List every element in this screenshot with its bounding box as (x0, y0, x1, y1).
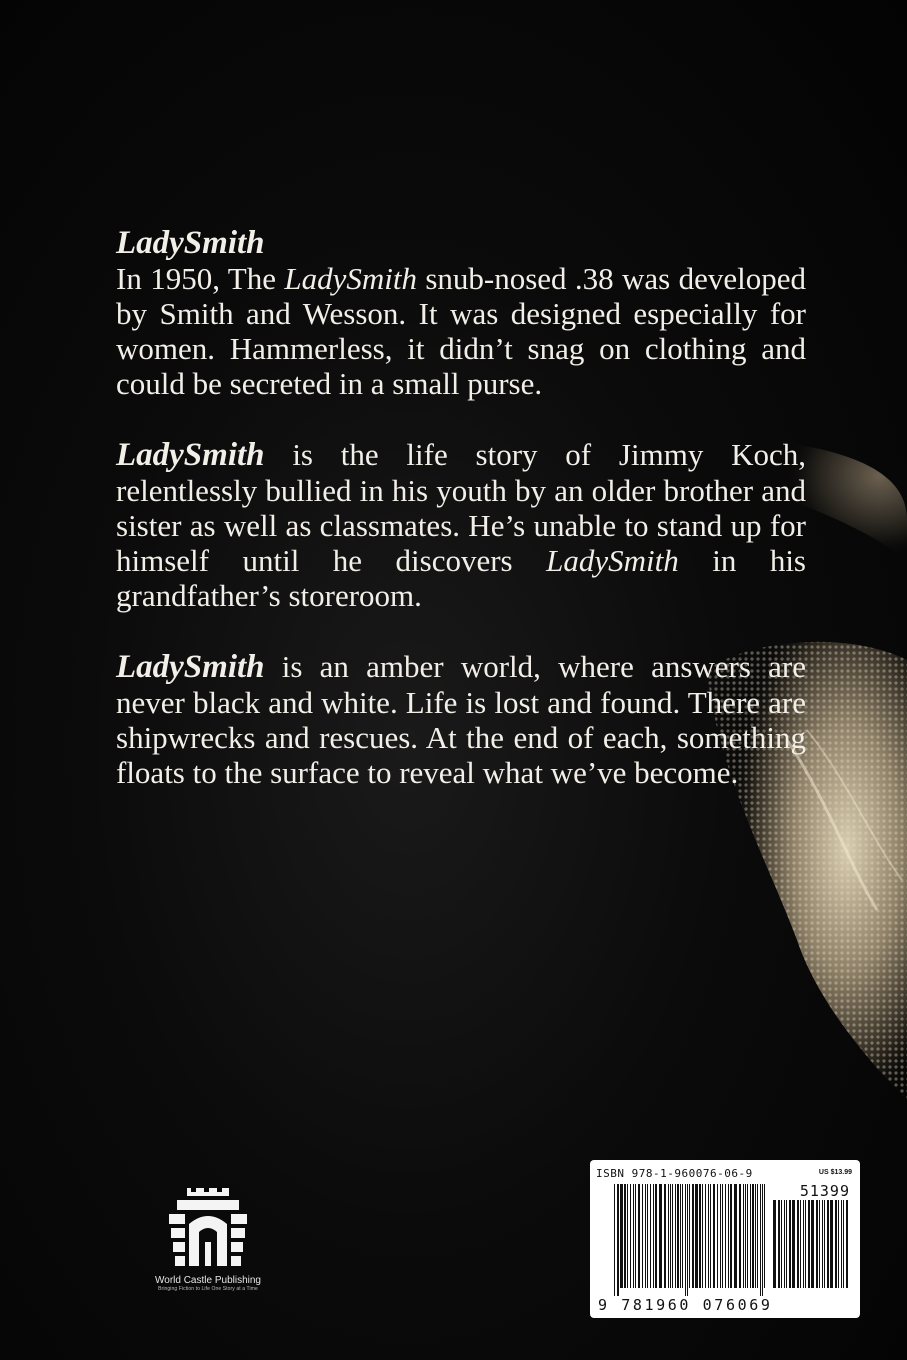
barcode-bar (789, 1200, 791, 1288)
barcode-bar (702, 1184, 703, 1288)
theme-body: is an amber world, where answers are never black and white. Life is lost and found. There are shipwrecks and rescues. At the end of each, something floats to the surface to reveal what we’ve become. (116, 649, 806, 790)
barcode-bar (743, 1184, 744, 1288)
history-title: LadySmith (284, 261, 417, 296)
barcode-bar (808, 1200, 810, 1288)
story-title: LadySmith (546, 543, 679, 578)
barcode-bar (786, 1200, 787, 1288)
barcode-bar (722, 1184, 723, 1288)
paragraph-story (116, 437, 806, 613)
barcode-bar (841, 1200, 842, 1288)
addon-barcode-bars (773, 1200, 853, 1296)
barcode-bar (647, 1184, 648, 1288)
barcode-bar (764, 1184, 765, 1288)
barcode-bar (739, 1184, 741, 1288)
barcode-bar (830, 1200, 833, 1288)
barcode-bar (620, 1184, 623, 1288)
ean-digits: 9 781960 076069 (598, 1296, 773, 1314)
barcode-bar (762, 1184, 763, 1296)
barcode-bar (699, 1184, 701, 1288)
barcode-bar (792, 1200, 795, 1288)
barcode-bar (800, 1200, 801, 1288)
barcode-bar (725, 1184, 726, 1288)
barcode-bar (685, 1184, 686, 1296)
book-title: LadySmith (116, 225, 265, 261)
barcode-bar (670, 1184, 671, 1288)
barcode-bar (745, 1184, 746, 1288)
barcode-bar (635, 1184, 636, 1288)
barcode-bar (650, 1184, 651, 1288)
barcode-bar (827, 1200, 829, 1288)
barcode-bar (728, 1184, 729, 1288)
barcode-bar (655, 1184, 657, 1288)
barcode-bar (675, 1184, 676, 1288)
barcode-bar (633, 1184, 634, 1288)
barcode-bar (757, 1184, 758, 1288)
barcode-bar (824, 1200, 825, 1288)
publisher-logo (138, 1188, 278, 1292)
theme-lead: LadySmith (116, 649, 265, 685)
barcode-bar (692, 1184, 694, 1288)
barcode-bar (819, 1200, 820, 1288)
barcode-bar (720, 1184, 721, 1288)
barcode-bar (843, 1200, 844, 1288)
barcode-bar (846, 1200, 848, 1288)
story-body: is the life story of Jimmy Koch, relentlessly bullied in his youth by an older brother and sister as well as classmates. He’s unable to stand up for himself until he discovers (116, 437, 806, 578)
barcode-bar (708, 1184, 709, 1288)
barcode-bar (614, 1184, 615, 1296)
barcode-bar (713, 1184, 715, 1288)
publisher-name: World Castle Publishing (155, 1275, 261, 1286)
barcode-bar (838, 1200, 839, 1288)
barcode-bar (645, 1184, 646, 1288)
barcode-bar (617, 1184, 619, 1296)
castle-icon (167, 1188, 249, 1268)
publisher-tagline: Bringing Fiction to Life One Story at a Time (158, 1286, 258, 1292)
barcode-bar (803, 1200, 804, 1288)
barcode-bar (750, 1184, 751, 1288)
barcode-bar (695, 1184, 698, 1288)
isbn-text: ISBN 978-1-960076-06-9 (596, 1167, 753, 1180)
barcode-bar (734, 1184, 737, 1288)
barcode-bar (822, 1200, 823, 1288)
barcode-bar (755, 1184, 756, 1288)
barcode-bar (630, 1184, 631, 1288)
barcode-bar (672, 1184, 673, 1288)
barcode-bar (835, 1200, 837, 1288)
barcode-bar (689, 1184, 690, 1288)
barcode-bar (781, 1200, 782, 1288)
story-lead: LadySmith (116, 437, 265, 473)
barcode-bar (797, 1200, 799, 1288)
barcode-bar (624, 1184, 626, 1288)
barcode-bar (773, 1200, 776, 1288)
barcode-bar (760, 1184, 761, 1296)
barcode-bar (653, 1184, 654, 1288)
story-post: in his grandfather’s storeroom. (116, 543, 806, 613)
barcode-bar (680, 1184, 681, 1288)
barcode-bar (778, 1200, 780, 1288)
synopsis (116, 226, 806, 826)
addon-digits: 51399 (799, 1182, 850, 1200)
barcode-bar (659, 1184, 662, 1288)
barcode-bar (784, 1200, 785, 1288)
barcode-bar (705, 1184, 706, 1288)
barcode-bar (730, 1184, 732, 1288)
barcode-bar (677, 1184, 679, 1288)
barcode-bar (717, 1184, 718, 1288)
barcode-bar (638, 1184, 640, 1288)
barcode-bar (747, 1184, 748, 1288)
barcode-bar (752, 1184, 754, 1288)
history-pre: In 1950, The (116, 261, 285, 296)
barcode-bar (627, 1184, 628, 1288)
history-post: snub-nosed .38 was developed by Smith and Wesson. It was designed especially for women. Hammerless, it didn’t snag on clothing and could be secreted in a small purse. (116, 261, 806, 401)
barcode-bar (805, 1200, 806, 1288)
barcode-bar (664, 1184, 666, 1288)
barcode-bar (687, 1184, 688, 1296)
barcode-bar (710, 1184, 711, 1288)
isbn-barcode (590, 1160, 860, 1318)
paragraph-history (116, 226, 806, 401)
barcode-bar (642, 1184, 643, 1288)
barcode-bar (682, 1184, 683, 1288)
barcode-bar (811, 1200, 814, 1288)
ean-barcode-bars (614, 1184, 769, 1296)
price-label: US $13.99 (818, 1169, 852, 1176)
barcode-bar (816, 1200, 818, 1288)
paragraph-theme (116, 649, 806, 790)
barcode-bar (668, 1184, 669, 1288)
